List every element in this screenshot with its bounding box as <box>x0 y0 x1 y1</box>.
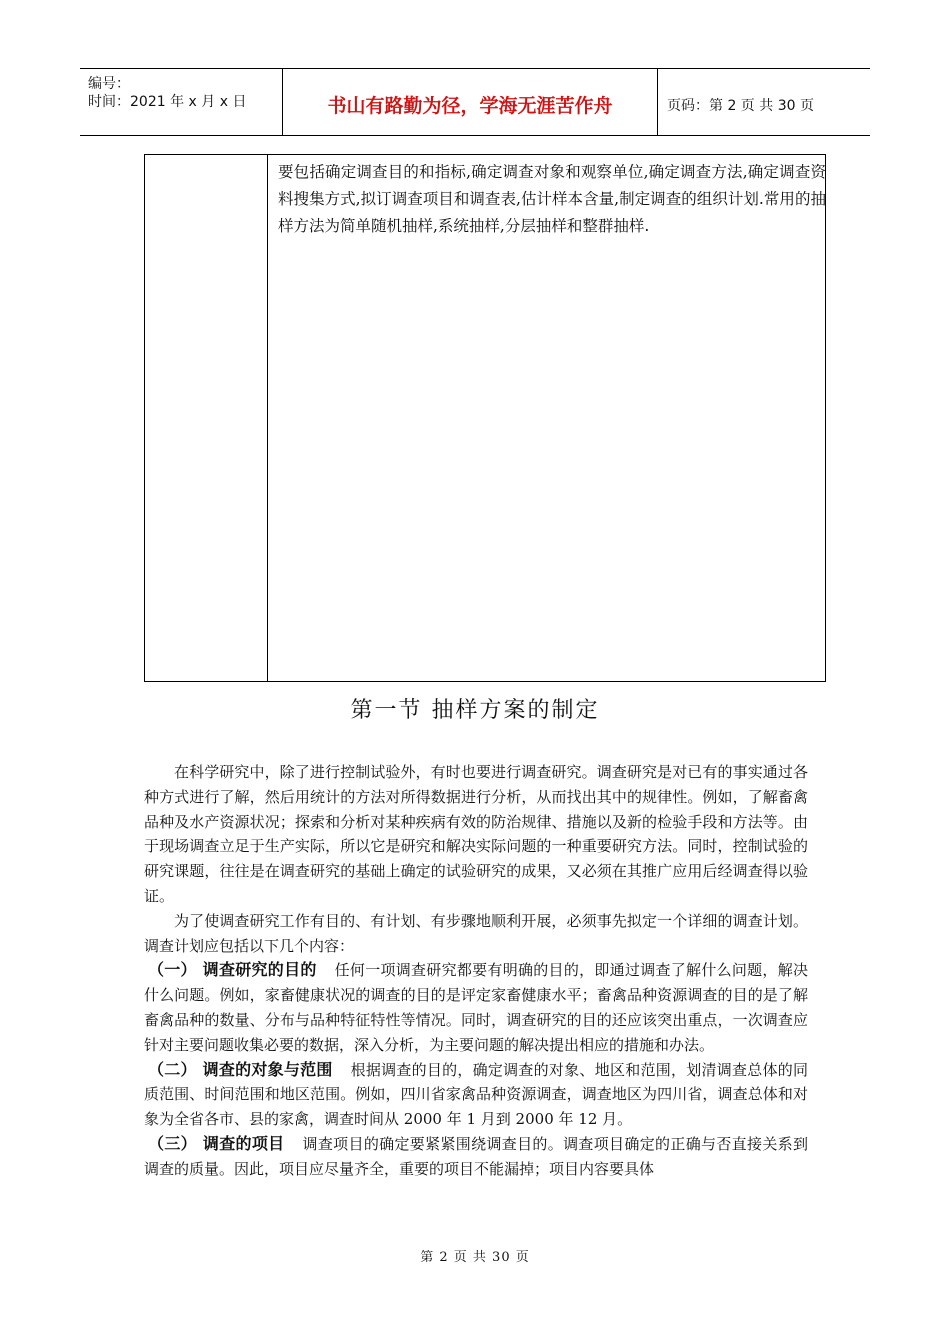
subsection-heading: （三） 调查的项目 <box>148 1133 285 1153</box>
header-motto-cell <box>282 69 658 135</box>
body-text <box>144 760 808 1182</box>
subsection-text: 根据调查的目的，确定调查的对象、地区和范围，划清调查总体的同质范围、时间范围和地区范围。例如，四川省家禽品种资源调查，调查地区为四川省，调查总体和对象为全省各市、县的家禽，调查时间从 2000 年 1 月到 2000 年 12 月。 <box>144 1060 808 1129</box>
page-header <box>80 68 870 136</box>
subsection-2 <box>144 1058 808 1132</box>
subsection-heading: （一） 调查研究的目的 <box>148 960 317 980</box>
section-title: 第一节 抽样方案的制定 <box>350 698 600 723</box>
subsection-heading: （二） 调查的对象与范围 <box>148 1059 333 1079</box>
summary-table <box>144 154 826 682</box>
header-page-cell <box>657 69 870 135</box>
document-date: 时间：2021 年 x 月 x 日 <box>88 94 247 110</box>
paragraph: 为了使调查研究工作有目的、有计划、有步骤地顺利开展，必须事先拟定一个详细的调查计划。调查计划应包括以下几个内容： <box>144 911 808 955</box>
paragraph: 在科学研究中，除了进行控制试验外，有时也要进行调查研究。调查研究是对已有的事实通过各种方式进行了解，然后用统计的方法对所得数据进行分析，从而找出其中的规律性。例如，了解畜禽品种及水产资源状况；探索和分析对某种疾病有效的防治规律、措施以及新的检验手段和方法等。由于现场调查立足于生产实际，所以它是研究和解决实际问题的一种重要研究方法。同时，控制试验的研究课题，往往是在调查研究的基础上确定的试验研究的成果，又必须在其推广应用后经调查得以验证。 <box>144 763 808 905</box>
header-page-info: 页码：第 2 页 共 30 页 <box>667 98 814 114</box>
subsection-text: 调查项目的确定要紧紧围绕调查目的。调查项目确定的正确与否直接关系到调查的质量。因此，项目应尽量齐全，重要的项目不能漏掉；项目内容要具体 <box>144 1134 808 1178</box>
page-footer: 第 2 页 共 30 页 <box>420 1250 530 1265</box>
subsection-3 <box>144 1132 808 1182</box>
header-motto: 书山有路勤为径，学海无涯苦作舟 <box>327 95 613 117</box>
summary-table-text: 要包括确定调查目的和指标,确定调查对象和观察单位,确定调查方法,确定调查资料搜集方式,拟订调查项目和调查表,估计样本含量,制定调查的组织计划.常用的抽样方法为简单随机抽样,系统抽样,分层抽样和整群抽样. <box>278 163 826 235</box>
document-number-label: 编号： <box>88 76 130 92</box>
subsection-1 <box>144 958 808 1057</box>
subsection-text: 任何一项调查研究都要有明确的目的，即通过调查了解什么问题，解决什么问题。例如，家畜健康状况的调查的目的是评定家畜健康水平；畜禽品种资源调查的目的是了解畜禽品种的数量、分布与品种特征特性等情况。同时，调查研究的目的还应该突出重点，一次调查应针对主要问题收集必要的数据，深入分析，为主要问题的解决提出相应的措施和办法。 <box>144 961 808 1054</box>
header-meta-cell <box>80 69 282 135</box>
summary-table-left-cell <box>145 155 268 681</box>
